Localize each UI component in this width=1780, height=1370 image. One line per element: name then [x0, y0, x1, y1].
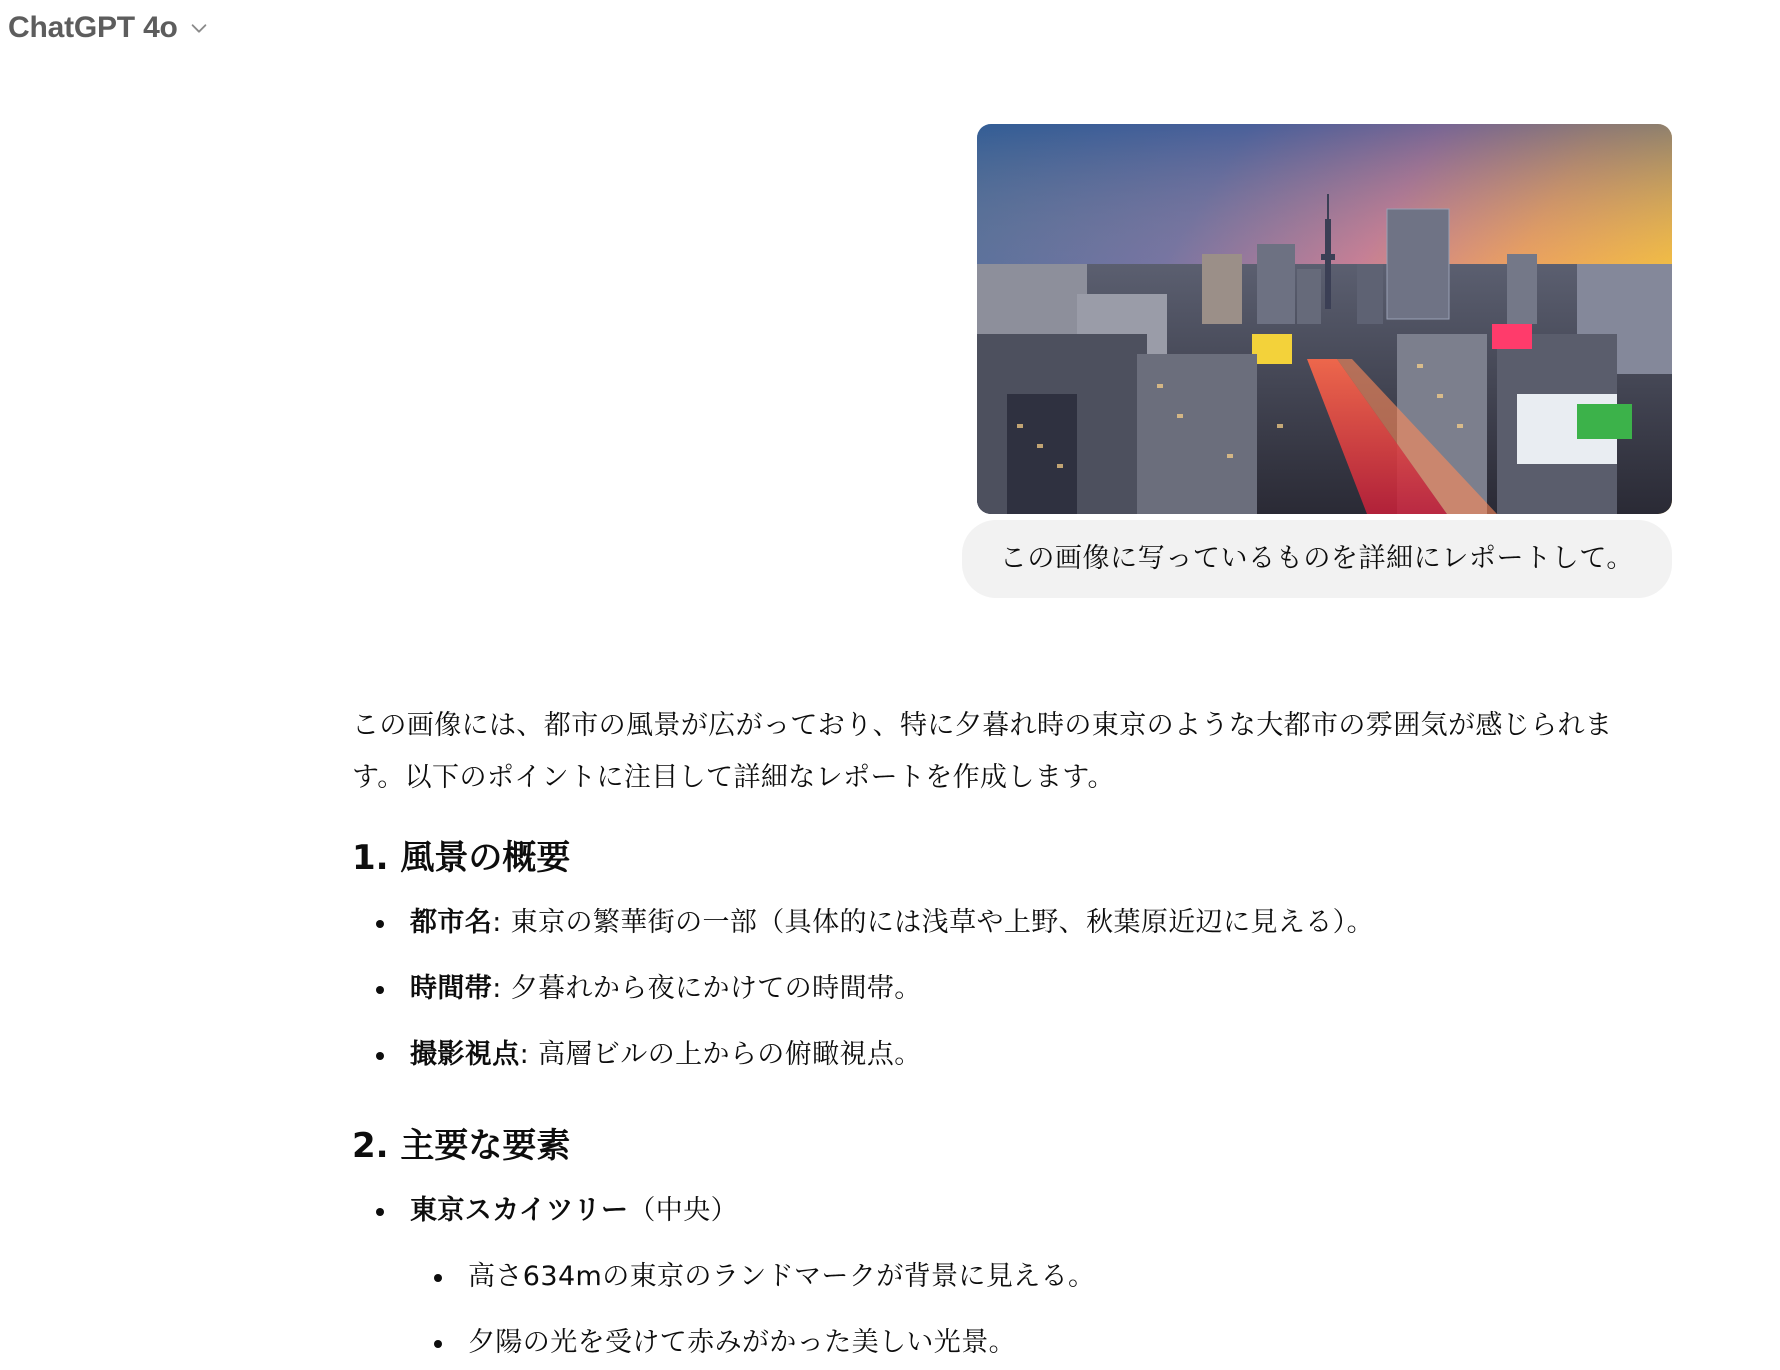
- item-text: : 夕暮れから夜にかけての時間帯。: [492, 973, 922, 1004]
- item-text: : 東京の繁華街の一部（具体的には浅草や上野、秋葉原近辺に見える）。: [492, 907, 1374, 938]
- list-item: [352, 1022, 1688, 1088]
- intro-line-2: す。以下のポイントに注目して詳細なレポートを作成します。: [352, 762, 1115, 793]
- item-label: 時間帯: [410, 973, 493, 1004]
- model-switcher[interactable]: [8, 8, 210, 48]
- sub-list-item: 高さ634mの東京のランドマークが背景に見える。: [410, 1244, 1688, 1310]
- model-name[interactable]: ChatGPT 4o: [8, 11, 178, 44]
- sub-list-item: 夕陽の光を受けて赤みがかった美しい光景。: [410, 1310, 1688, 1370]
- list-item: [352, 956, 1688, 1022]
- user-message-bubble: この画像に写っているものを詳細にレポートして。: [962, 520, 1672, 598]
- item-text: : 高層ビルの上からの俯瞰視点。: [519, 1039, 922, 1070]
- city-photo[interactable]: [977, 124, 1672, 514]
- assistant-message: [352, 700, 1688, 1370]
- section-1-list: [352, 890, 1688, 1088]
- section-2-list: [352, 1178, 1688, 1370]
- intro-line-1: この画像には、都市の風景が広がっており、特に夕暮れ時の東京のような大都市の雰囲気が感じられま: [352, 710, 1613, 741]
- section-1-heading: 1. 風景の概要: [352, 838, 571, 878]
- item-text: （中央）: [628, 1195, 738, 1226]
- list-item: [352, 1178, 1688, 1370]
- item-label: 都市名: [410, 907, 493, 938]
- user-message: [927, 124, 1672, 598]
- item-label: 東京スカイツリー: [410, 1195, 629, 1226]
- chevron-down-icon[interactable]: [188, 17, 210, 39]
- section-2-heading: 2. 主要な要素: [352, 1126, 571, 1166]
- sub-list: [410, 1244, 1688, 1370]
- item-label: 撮影視点: [410, 1039, 520, 1070]
- list-item: [352, 890, 1688, 956]
